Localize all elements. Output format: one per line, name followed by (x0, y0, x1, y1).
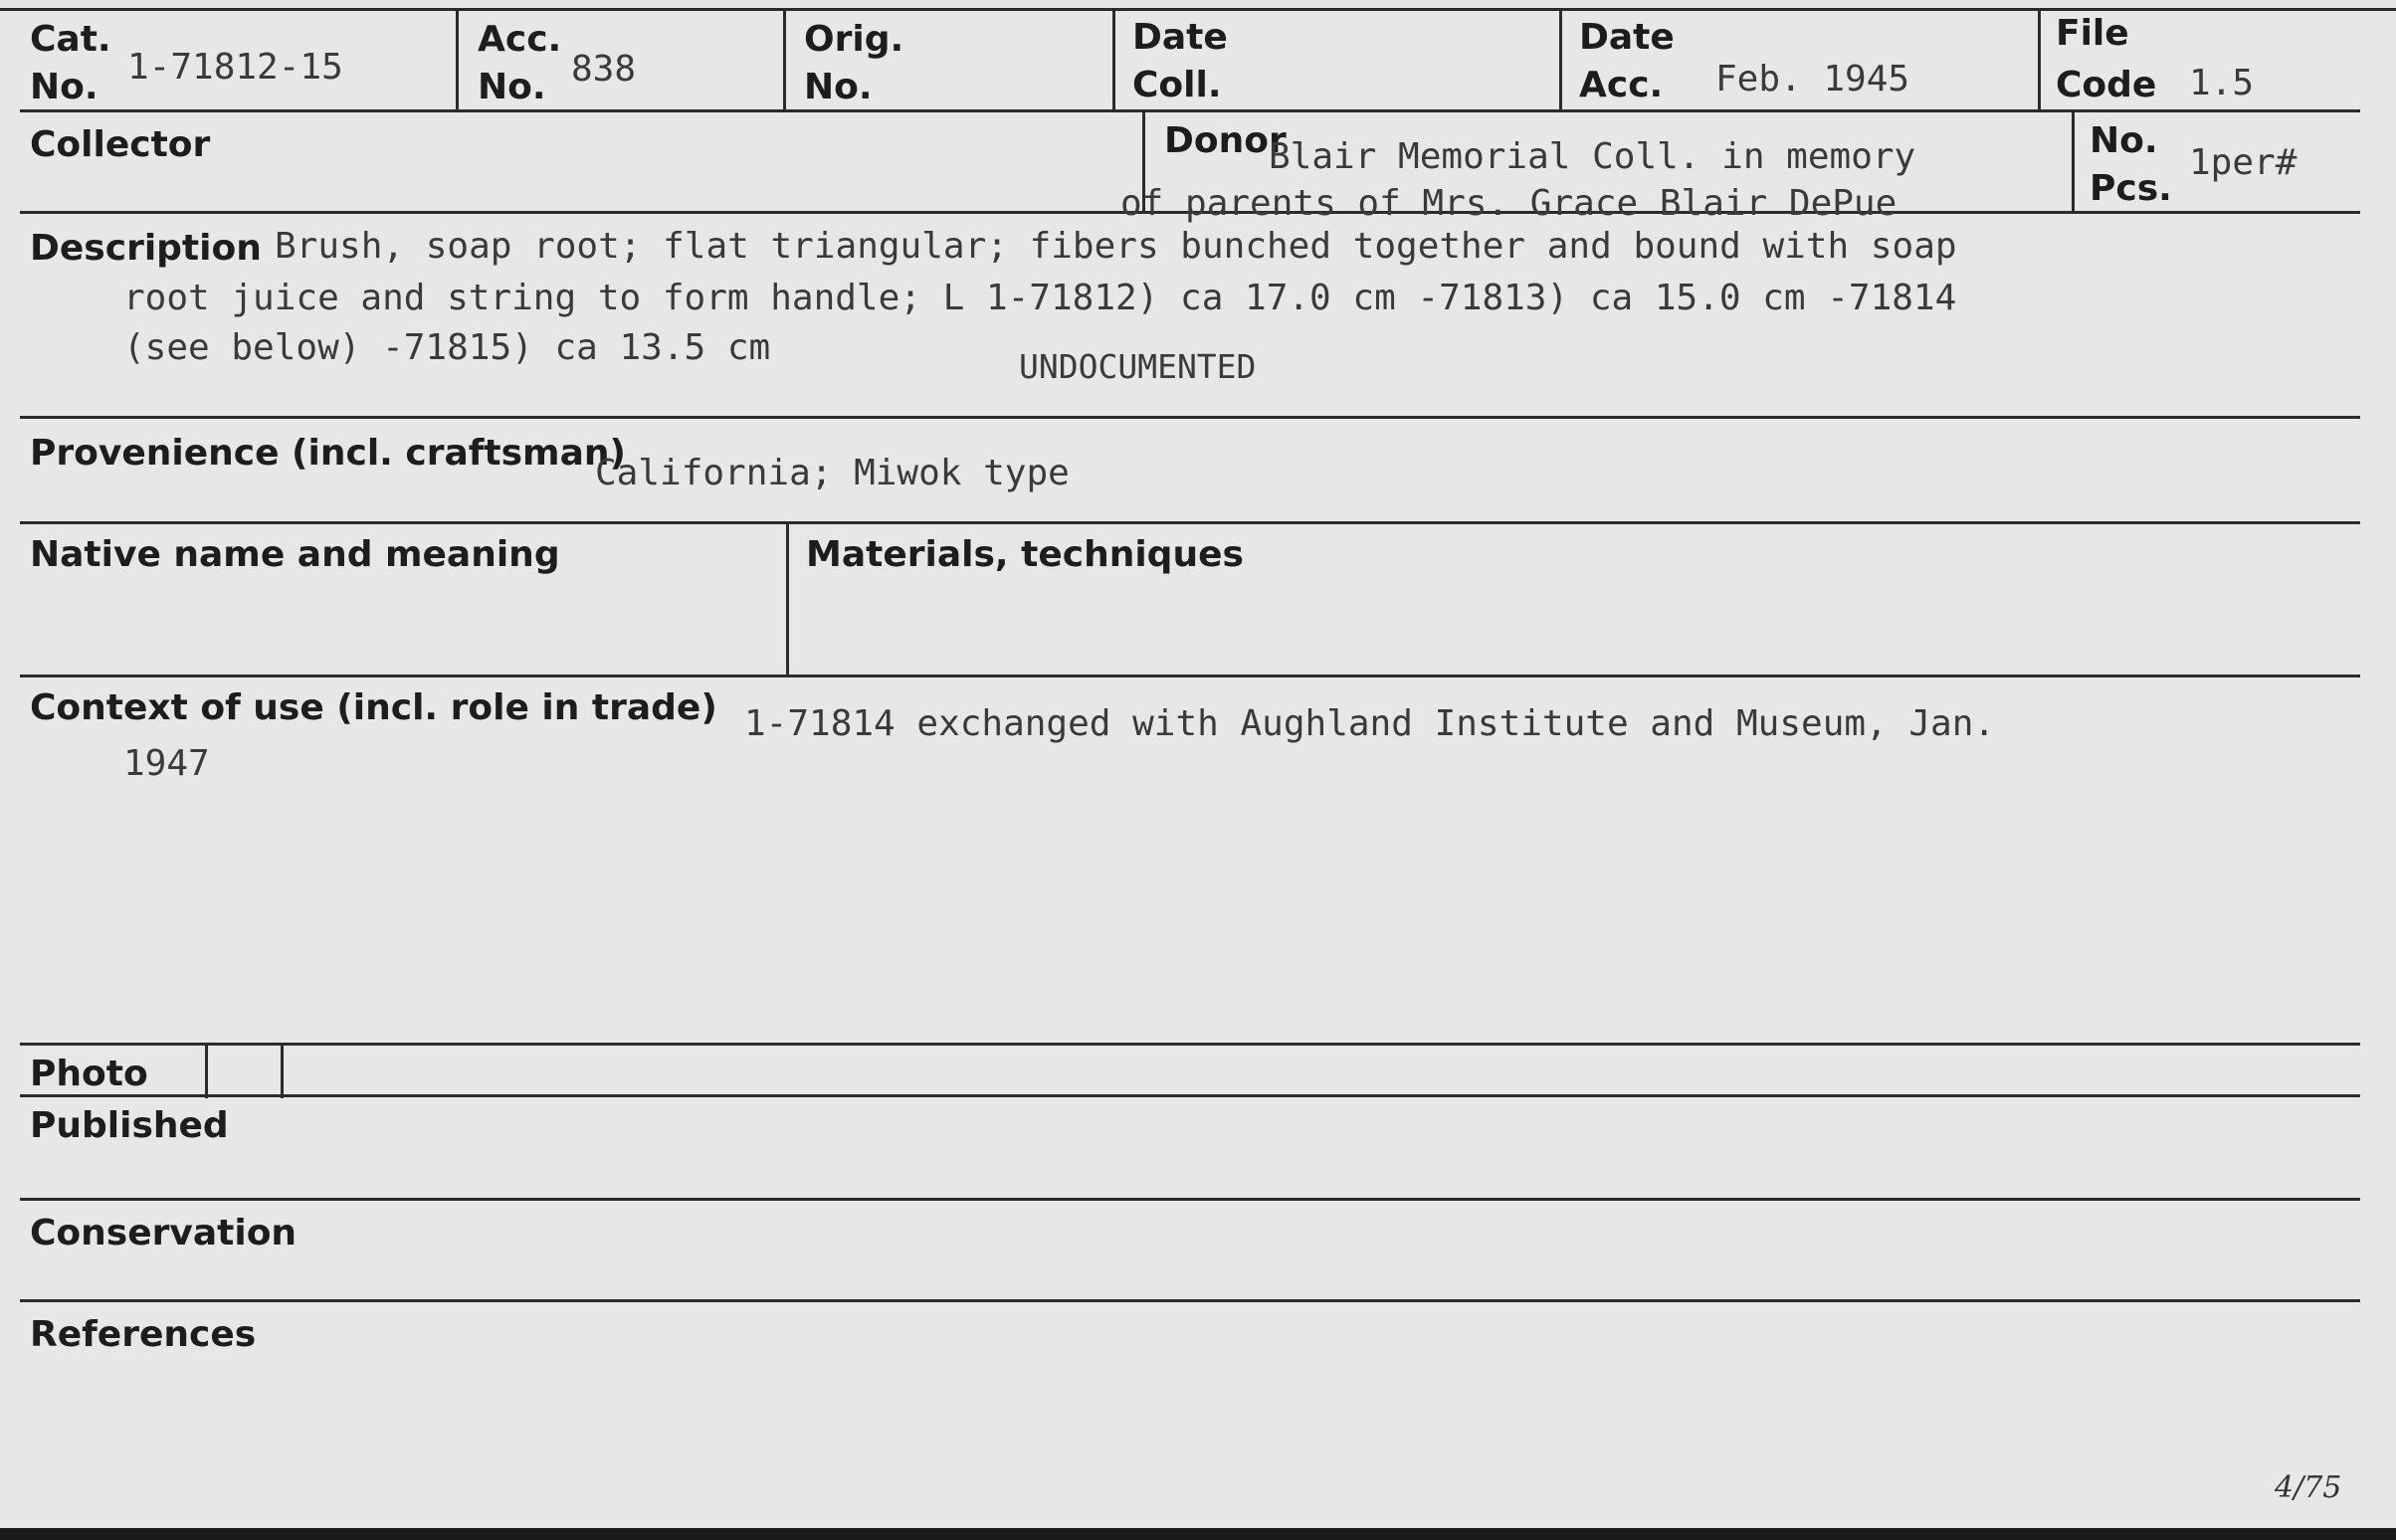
photo-label: Photo (30, 1054, 148, 1094)
divider-line (2038, 8, 2041, 111)
context-line2: 1947 (123, 743, 210, 784)
photo-bottom-line (20, 1094, 2360, 1097)
description-line3: (see below) -71815) ca 13.5 cm (123, 327, 771, 368)
orig-no-label-bottom: No. (804, 67, 873, 107)
conservation-bottom-line (20, 1299, 2360, 1302)
date-acc-label-top: Date (1579, 17, 1675, 58)
divider-line (456, 8, 459, 111)
pieces-value: 1per# (2189, 142, 2297, 183)
acc-no-label-bottom: No. (478, 67, 546, 107)
divider-line (783, 8, 786, 111)
description-bottom-line (20, 416, 2360, 419)
collector-label: Collector (30, 124, 211, 165)
pieces-left-line (2072, 111, 2075, 213)
footer-note: 4/75 (2275, 1470, 2342, 1505)
provenience-label: Provenience (incl. craftsman) (30, 433, 626, 474)
materials-label: Materials, techniques (806, 534, 1244, 575)
donor-line1: Blair Memorial Coll. in memory (1269, 136, 1916, 177)
cat-no-value: 1-71812-15 (127, 47, 343, 88)
provenience-bottom-line (20, 521, 2360, 524)
top-border-line (0, 8, 2396, 11)
file-code-label-top: File (2056, 13, 2129, 54)
orig-no-label-top: Orig. (804, 19, 904, 60)
date-coll-label-top: Date (1132, 17, 1228, 58)
photo-box-divider (281, 1045, 284, 1098)
description-line2: root juice and string to form handle; L 1-71812) ca 17.0 cm -71813) ca 15.0 cm -71814 (123, 278, 1957, 318)
context-label: Context of use (incl. role in trade) (30, 687, 717, 728)
file-code-value: 1.5 (2189, 63, 2255, 103)
donor-label: Donor (1164, 120, 1287, 161)
acc-no-label-top: Acc. (478, 19, 562, 60)
divider-line (1559, 8, 1562, 111)
native-name-label: Native name and meaning (30, 534, 560, 575)
description-label: Description (30, 228, 262, 269)
acc-no-value: 838 (571, 49, 637, 90)
pieces-label-bottom: Pcs. (2090, 168, 2172, 209)
pieces-label-top: No. (2090, 120, 2158, 161)
date-coll-label-bottom: Coll. (1132, 65, 1222, 105)
donor-line2: of parents of Mrs. Grace Blair DePue (1120, 183, 1897, 224)
context-line1: 1-71814 exchanged with Aughland Institute and Museum, Jan. (744, 703, 1996, 744)
photo-box-divider (205, 1045, 208, 1098)
undocumented-stamp: UNDOCUMENTED (1019, 347, 1257, 386)
divider-line (1112, 8, 1115, 111)
header-bottom-line (20, 109, 2360, 112)
published-bottom-line (20, 1198, 2360, 1201)
cat-no-label-top: Cat. (30, 19, 111, 60)
date-acc-value: Feb. 1945 (1715, 59, 1910, 99)
references-label: References (30, 1314, 257, 1355)
photo-top-line (20, 1043, 2360, 1046)
native-bottom-line (20, 674, 2360, 677)
file-code-label-bottom: Code (2056, 65, 2157, 105)
description-line1: Brush, soap root; flat triangular; fibers bunched together and bound with soap (275, 226, 1957, 267)
conservation-label: Conservation (30, 1213, 298, 1253)
published-label: Published (30, 1105, 229, 1146)
cat-no-label-bottom: No. (30, 67, 99, 107)
provenience-value: California; Miwok type (595, 453, 1070, 493)
date-acc-label-bottom: Acc. (1579, 65, 1664, 105)
native-materials-divider (786, 523, 789, 676)
